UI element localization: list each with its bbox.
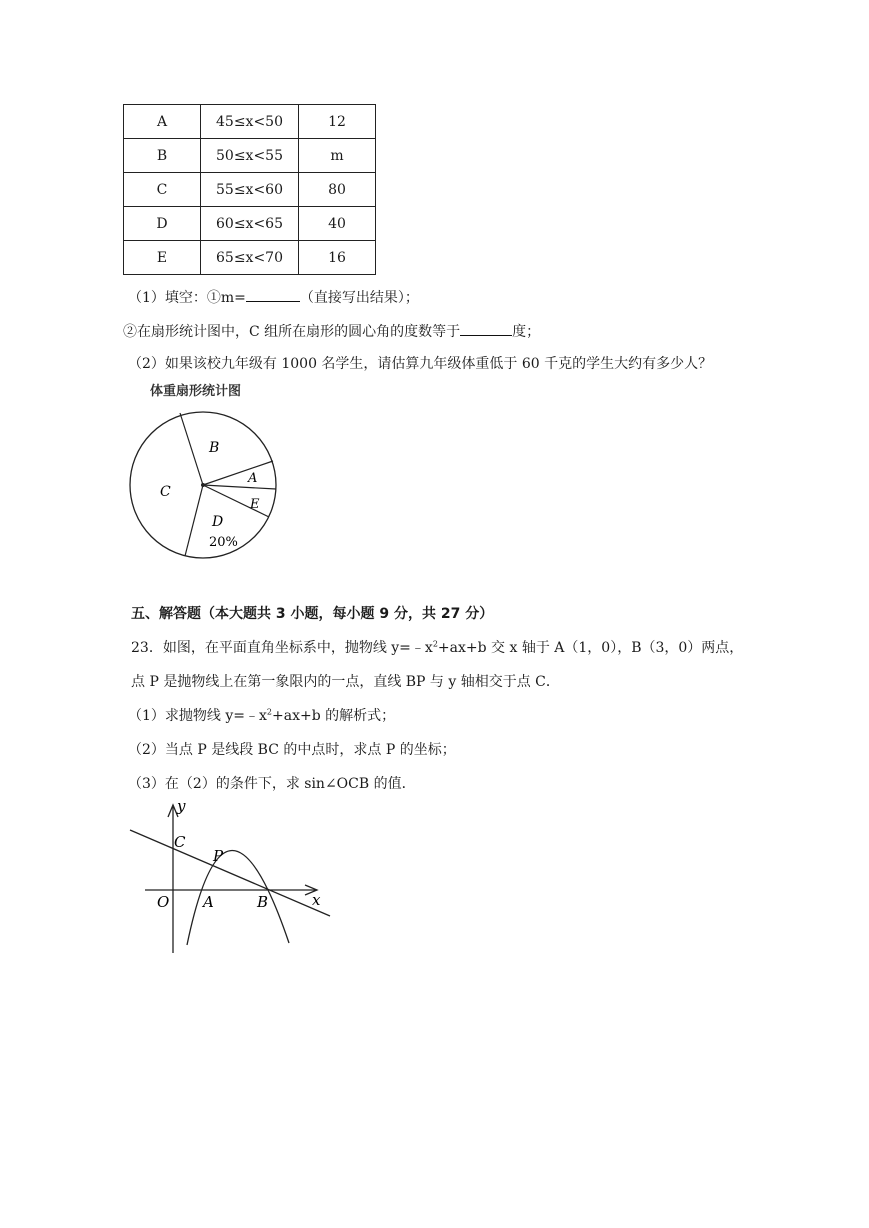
pie-label-e: E xyxy=(250,497,260,512)
q22-part1-prefix: （1）填空：①m= xyxy=(128,290,246,306)
pie-label-d-percent: 20% xyxy=(209,535,238,550)
table-row xyxy=(124,207,376,241)
q23-part2: （2）当点 P 是线段 BC 的中点时，求点 P 的坐标； xyxy=(128,742,456,758)
graph-label-y: y xyxy=(177,797,186,815)
graph-label-p: P xyxy=(213,847,224,865)
q22-part1b xyxy=(123,321,540,341)
coordinate-graph xyxy=(125,795,340,960)
pie-chart-figure xyxy=(120,400,300,570)
table-cell-group: A xyxy=(124,105,201,139)
pie-label-d: D xyxy=(212,514,224,530)
pie-chart-title: 体重扇形统计图 xyxy=(150,384,242,399)
table-cell-group: E xyxy=(124,241,201,275)
q23-part1-a: （1）求抛物线 y=﹣x xyxy=(128,708,267,724)
table-row xyxy=(124,173,376,207)
pie-radius-ba xyxy=(203,461,273,485)
pie-label-a: A xyxy=(248,471,258,486)
graph-label-o: O xyxy=(157,893,170,911)
q23-part3: （3）在（2）的条件下，求 sin∠OCB 的值． xyxy=(128,776,416,792)
table-cell-count: 80 xyxy=(299,173,376,207)
table-cell-range: 50≤x<55 xyxy=(201,139,299,173)
answer-blank-m[interactable] xyxy=(246,287,300,302)
graph-label-b: B xyxy=(257,893,269,911)
q23-part1-exponent: 2 xyxy=(266,707,272,717)
pie-label-c: C xyxy=(160,484,171,500)
graph-label-a: A xyxy=(203,893,214,911)
table-cell-count: 16 xyxy=(299,241,376,275)
pie-radius-ae xyxy=(203,485,276,489)
table-row xyxy=(124,241,376,275)
table-row xyxy=(124,105,376,139)
q23-part1 xyxy=(128,707,395,725)
q23-intro-line2: 点 P 是抛物线上在第一象限内的一点，直线 BP 与 y 轴相交于点 C． xyxy=(131,674,560,690)
q22-part1-suffix: （直接写出结果）； xyxy=(299,290,419,306)
q22-part1b-suffix: 度； xyxy=(512,324,541,340)
table-cell-group: C xyxy=(124,173,201,207)
graph-label-x: x xyxy=(312,891,321,909)
pie-center xyxy=(201,483,205,487)
table-cell-group: D xyxy=(124,207,201,241)
q22-part1b-prefix: ②在扇形统计图中，C 组所在扇形的圆心角的度数等于 xyxy=(123,324,461,340)
table-cell-count: m xyxy=(299,139,376,173)
pie-radius-cb xyxy=(180,413,203,485)
table-cell-group: B xyxy=(124,139,201,173)
answer-blank-angle[interactable] xyxy=(460,321,512,336)
table-cell-count: 12 xyxy=(299,105,376,139)
q23-intro-b: +ax+b 交 x 轴于 A（1，0），B（3，0）两点， xyxy=(437,640,744,656)
table-cell-range: 55≤x<60 xyxy=(201,173,299,207)
table-cell-count: 40 xyxy=(299,207,376,241)
section-heading: 五、解答题（本大题共 3 小题，每小题 9 分，共 27 分） xyxy=(131,606,494,622)
table-cell-range: 45≤x<50 xyxy=(201,105,299,139)
q23-part1-b: +ax+b 的解析式； xyxy=(272,708,396,724)
table-row xyxy=(124,139,376,173)
pie-label-b: B xyxy=(209,440,220,456)
q23-intro-exponent: 2 xyxy=(432,639,438,649)
q22-part2: （2）如果该校九年级有 1000 名学生，请估算九年级体重低于 60 千克的学生大约有多少人？ xyxy=(128,356,713,372)
pie-radius-dc xyxy=(185,485,203,556)
table-cell-range: 60≤x<65 xyxy=(201,207,299,241)
frequency-table xyxy=(123,104,376,275)
q23-intro-line1 xyxy=(131,639,743,657)
graph-label-c: C xyxy=(174,833,186,851)
table-cell-range: 65≤x<70 xyxy=(201,241,299,275)
q22-part1 xyxy=(128,287,419,307)
q23-intro-a: 23．如图，在平面直角坐标系中，抛物线 y=﹣x xyxy=(131,640,433,656)
